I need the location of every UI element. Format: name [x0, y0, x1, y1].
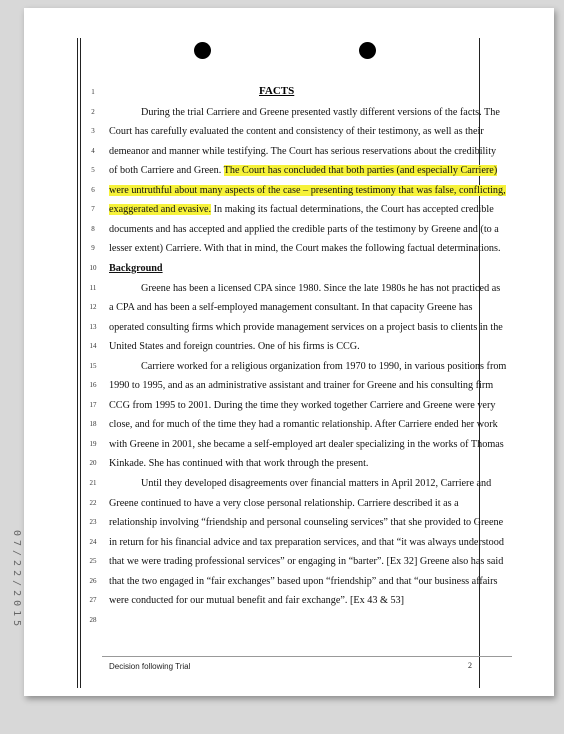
- line-number: 1: [91, 88, 95, 96]
- line-number: 18: [89, 420, 97, 429]
- text-line: [109, 262, 163, 275]
- line-number: 13: [89, 322, 97, 331]
- line-number: 8: [91, 224, 95, 233]
- text-line: [109, 379, 493, 392]
- text-span: Kinkade. She has continued with that work through the present.: [109, 458, 369, 470]
- line-number: 3: [91, 127, 95, 136]
- line-number: 22: [89, 498, 97, 507]
- document-page: [11, 8, 554, 696]
- text-line: [109, 516, 503, 529]
- punch-hole-left: [194, 42, 211, 59]
- section-heading: Background: [109, 262, 163, 274]
- line-number: 7: [91, 205, 95, 214]
- text-span: close, and for much of the time they had a romantic relationship. After Carriere ended her work: [109, 419, 498, 431]
- text-line: [109, 555, 503, 568]
- text-span: operated consulting firms which provide management services on a project basis to clients in the: [109, 321, 503, 333]
- line-number: 10: [89, 263, 97, 272]
- line-number: 16: [89, 381, 97, 390]
- line-number: 26: [89, 576, 97, 585]
- text-line: [109, 340, 360, 353]
- date-stamp: 07/22/2015: [11, 530, 22, 631]
- line-number: 28: [89, 615, 97, 624]
- line-number: 20: [89, 459, 97, 468]
- line-number: 19: [89, 439, 97, 448]
- text-span: United States and foreign countries. One of his firms is CCG.: [109, 341, 360, 353]
- text-span: documents and has accepted and applied the credible parts of the testimony by Greene and (to a: [109, 223, 499, 235]
- line-number: 4: [91, 146, 95, 155]
- text-span: of both Carriere and Green.: [109, 165, 224, 177]
- page-title: FACTS: [259, 85, 295, 97]
- line-number: 21: [89, 479, 97, 487]
- text-line: [109, 301, 472, 314]
- text-line: [109, 184, 506, 197]
- text-span: Until they developed disagreements over financial matters in April 2012, Carriere and: [141, 478, 492, 489]
- text-line: [109, 575, 498, 588]
- text-span: CCG from 1995 to 2001. During the time they worked together Carriere and Greene were very: [109, 399, 496, 411]
- text-span: a CPA and has been a self-employed management consultant. In that capacity Greene has: [109, 302, 473, 314]
- text-span: that we were trading professional services” or engaging in “barter”. [Ex 32] Greene also has said: [109, 556, 504, 568]
- text-span: in return for his financial advice and tax preparation services, and that “it was always understood: [109, 536, 504, 548]
- text-span: Greene continued to have a very close personal relationship. Carriere described it as a: [109, 497, 459, 509]
- highlighted-text: exaggerated and evasive.: [109, 204, 212, 216]
- line-number: 14: [89, 342, 97, 351]
- footer-title: Decision following Trial: [109, 662, 191, 671]
- text-line: [109, 594, 404, 607]
- highlighted-text: were untruthful about many aspects of the case – presenting testimony that was false, conflicting,: [109, 184, 506, 196]
- footer-rule: [102, 656, 512, 657]
- line-number: 15: [89, 361, 97, 370]
- text-line: [109, 536, 504, 549]
- text-span: were conducted for our mutual benefit and fair exchange”. [Ex 43 & 53]: [109, 595, 405, 607]
- text-line: [141, 282, 500, 295]
- line-number: 11: [89, 283, 97, 292]
- text-span: lesser extent) Carriere. With that in mind, the Court makes the following factual determinations.: [109, 243, 501, 255]
- line-number: 25: [89, 557, 97, 566]
- punch-hole-right: [359, 42, 376, 59]
- line-number: 12: [89, 303, 97, 312]
- margin-rule-left-outer: [77, 38, 78, 688]
- text-span: Greene has been a licensed CPA since 1980. Since the late 1980s he has not practiced as: [141, 282, 501, 294]
- text-span: with Greene in 2001, she became a self-employed art dealer specializing in the works of Thomas: [109, 438, 504, 450]
- line-number: 17: [89, 400, 97, 409]
- page-number: 2: [468, 661, 472, 670]
- text-span: In making its factual determinations, the Court has accepted credible: [211, 204, 494, 216]
- highlighted-text: The Court has concluded that both parties (and especially Carriere): [223, 165, 498, 177]
- line-number: 9: [91, 244, 95, 253]
- text-span: that the two engaged in “fair exchanges” based upon “friendship” and that “our business affairs: [109, 575, 498, 587]
- text-line: [109, 125, 484, 138]
- text-span: demeanor and manner while testifying. The Court has serious reservations about the credibility: [109, 145, 497, 157]
- text-line: [109, 223, 499, 236]
- line-number: 6: [91, 185, 95, 194]
- text-span: During the trial Carriere and Greene presented vastly different versions of the facts. The: [141, 106, 500, 118]
- text-line: [141, 360, 506, 373]
- text-line: [109, 497, 459, 510]
- text-line: [109, 164, 497, 177]
- text-span: 1990 to 1995, and as an administrative assistant and trainer for Greene and his consulting firm: [109, 380, 494, 392]
- text-line: [109, 203, 494, 216]
- text-span: Court has carefully evaluated the content and consistency of their testimony, as well as their: [109, 126, 484, 138]
- text-line: [109, 242, 501, 255]
- line-number: 23: [89, 518, 97, 527]
- line-number: 5: [91, 166, 95, 175]
- text-line: [109, 399, 495, 412]
- text-span: relationship involving “friendship and personal counseling services” that she provided to Greene: [109, 517, 504, 529]
- line-number: 2: [91, 107, 95, 116]
- text-line: [109, 145, 496, 158]
- text-line: [109, 418, 498, 431]
- text-line: [109, 457, 368, 470]
- text-line: [109, 321, 503, 334]
- text-line: [109, 438, 504, 451]
- line-number: 27: [89, 596, 97, 605]
- margin-rule-left-inner: [80, 38, 81, 688]
- text-line: [141, 106, 500, 119]
- line-number: 24: [89, 537, 97, 546]
- text-span: Carriere worked for a religious organization from 1970 to 1990, in various positions from: [141, 360, 507, 372]
- text-line: [141, 477, 491, 490]
